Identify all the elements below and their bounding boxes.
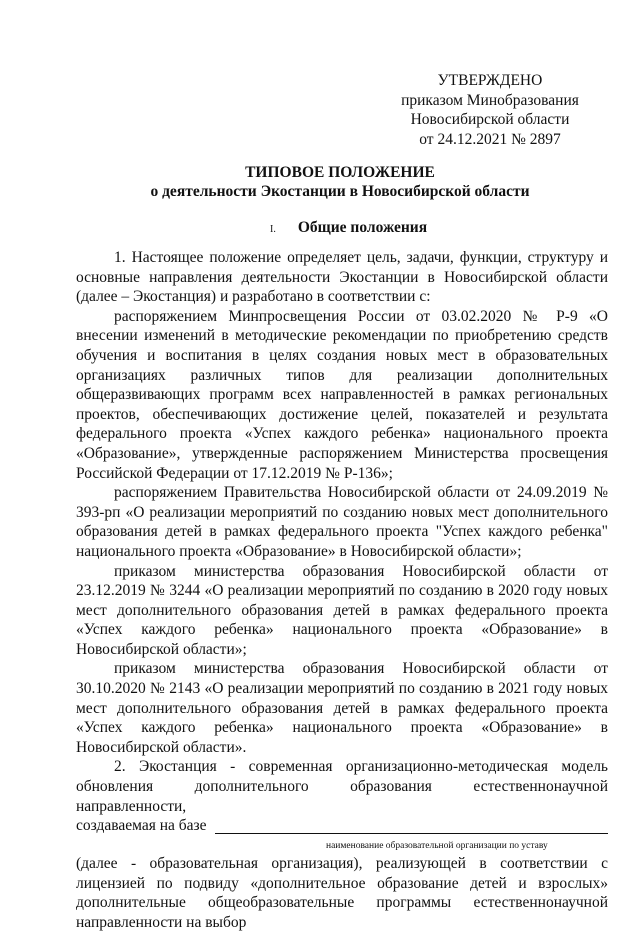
approval-line: УТВЕРЖДЕНО — [437, 72, 543, 89]
paragraph: 2. Экостанция - современная организационно-методическая модель обновления дополнительного образования естественнонаучной направленности, — [76, 758, 608, 815]
paragraph: распоряжением Правительства Новосибирской области от 24.09.2019 № 393-рп «О реализации мероприятий по созданию новых мест дополнительного образования детей в рамках федерального проекта "Успех каждого ребенка" национального проекта «Образование» в Новосибирской области»; — [76, 484, 608, 560]
approval-line: от 24.12.2021 № 2897 — [419, 130, 561, 148]
paragraph: 1. Настоящее положение определяет цель, задачи, функции, структуру и основные направления деятельности Экостанции в Новосибирской области (далее – Экостанция) и разработано в соответствии с: — [76, 249, 608, 306]
document-body — [76, 248, 608, 933]
blank-underline — [215, 833, 608, 834]
fill-line-label: создаваемая на базе — [76, 817, 207, 835]
organization-fill-line — [76, 816, 608, 854]
document-title: ТИПОВОЕ ПОЛОЖЕНИЕ — [245, 164, 435, 181]
paragraph: (далее - образовательная организация), реализующей в соответствии с лицензией по подвиду «дополнительное образование детей и взрослых» дополнительные общеобразовательные программы естественнонаучной направленности на выбор — [76, 855, 608, 931]
section-heading — [270, 219, 427, 237]
section-number: I. — [270, 224, 276, 235]
paragraph: приказом министерства образования Новосибирской области от 30.10.2020 № 2143 «О реализации мероприятий по созданию в 2021 году новых мест дополнительного образования детей в рамках федерального проекта «Успех каждого ребенка» национального проекта «Образование» в Новосибирской области». — [76, 660, 608, 756]
approval-line: Новосибирской области — [410, 111, 570, 128]
approval-line: приказом Минобразования — [401, 91, 579, 109]
paragraph: приказом министерства образования Новосибирской области от 23.12.2019 № 3244 «О реализации мероприятий по созданию в 2020 году новых мест дополнительного образования детей в рамках федерального проекта «Успех каждого ребенка» национального проекта «Образование» в Новосибирской области»; — [76, 562, 608, 658]
section-title: Общие положения — [297, 219, 428, 236]
approval-stamp — [380, 71, 600, 149]
fill-line-caption: наименование образовательной организации по уставу — [326, 841, 548, 852]
paragraph: распоряжением Минпросвещения России от 03.02.2020 № Р-9 «О внесении изменений в методические рекомендации по приобретению средств обучения и воспитания в целях создания новых мест в образовательных организациях различных типов для реализации дополнительных общеразвивающих программ всех направленностей в рамках региональных проектов, обеспечивающих достижение целей, показателей и результата федерального проекта «Успех каждого ребенка» национального проекта «Образование», утвержденные распоряжением Министерства просвещения Российской Федерации от 17.12.2019 № Р-136»; — [76, 307, 608, 482]
document-subtitle: о деятельности Экостанции в Новосибирской области — [150, 183, 530, 200]
